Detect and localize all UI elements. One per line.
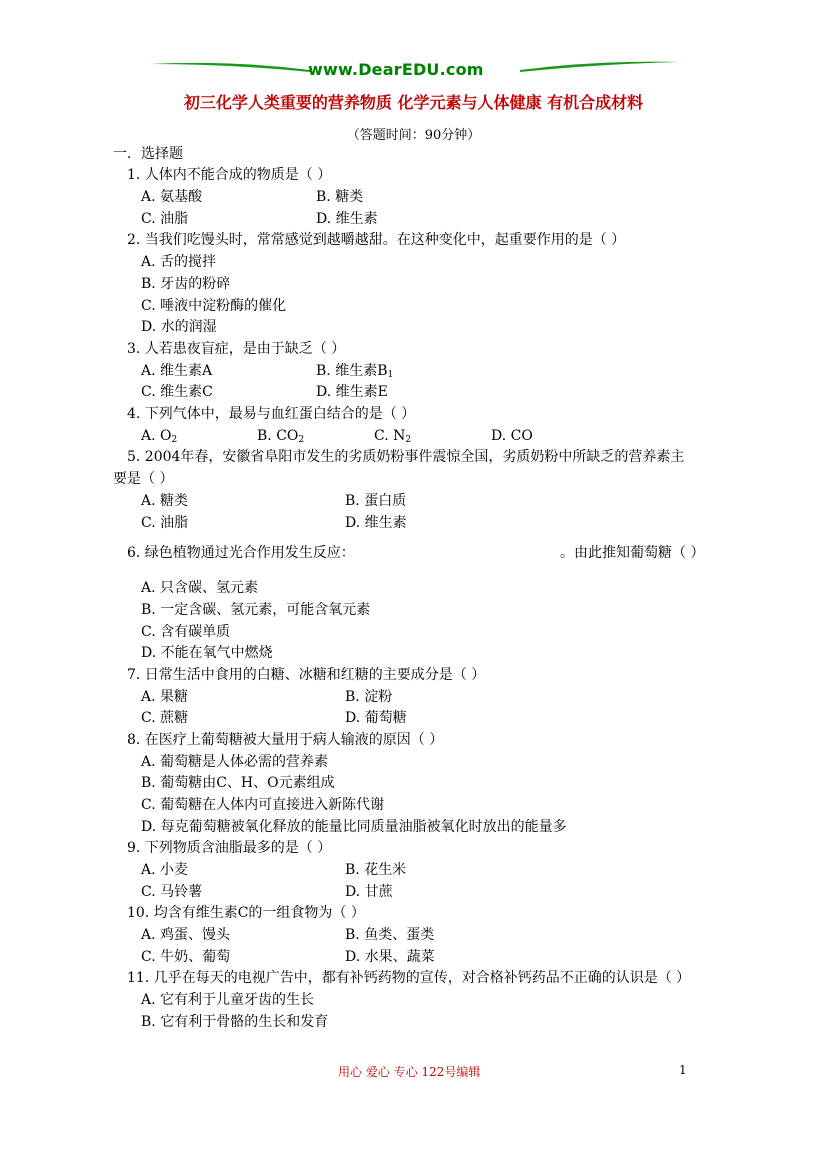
option-6b: B. 一定含碳、氢元素，可能含氧元素 <box>141 602 371 618</box>
option-8c: C. 葡萄糖在人体内可直接进入新陈代谢 <box>141 797 385 813</box>
option-1d: D. 维生素 <box>316 211 378 227</box>
question-5-line2: 要是（ ） <box>113 471 174 487</box>
option-10b: B. 鱼类、蛋类 <box>345 927 435 943</box>
option-5a: A. 糖类 <box>141 493 189 509</box>
question-3: 3. 人若患夜盲症，是由于缺乏（ ） <box>127 341 346 357</box>
option-1a: A. 氨基酸 <box>141 189 203 205</box>
question-6-right: 。由此推知葡萄糖（ ） <box>560 545 705 561</box>
question-9: 9. 下列物质含油脂最多的是（ ） <box>127 840 332 856</box>
option-11b: B. 它有利于骨骼的生长和发育 <box>141 1014 329 1030</box>
exam-time: （答题时间：90分钟） <box>346 128 481 143</box>
option-6a: A. 只含碳、氢元素 <box>141 580 259 596</box>
site-name[interactable]: www.DearEDU.com <box>308 60 484 79</box>
option-3b: B. 维生素$B_1$ <box>316 363 394 380</box>
question-4: 4. 下列气体中，最易与血红蛋白结合的是（ ） <box>127 406 416 422</box>
option-5b: B. 蛋白质 <box>345 493 407 509</box>
option-5c: C. 油脂 <box>141 515 189 531</box>
option-10a: A. 鸡蛋、馒头 <box>141 927 231 943</box>
option-3a: A. 维生素A <box>141 363 213 379</box>
option-9d: D. 甘蔗 <box>345 884 393 900</box>
option-8d: D. 每克葡萄糖被氧化释放的能量比同质量油脂被氧化时放出的能量多 <box>141 819 567 835</box>
option-7d: D. 葡萄糖 <box>345 710 407 726</box>
option-5d: D. 维生素 <box>345 515 407 531</box>
option-4d: D. CO <box>491 428 533 444</box>
option-11a: A. 它有利于儿童牙齿的生长 <box>141 992 315 1008</box>
question-8: 8. 在医疗上葡萄糖被大量用于病人输液的原因（ ） <box>127 732 444 748</box>
option-3d: D. 维生素E <box>316 384 388 400</box>
question-2: 2. 当我们吃馒头时，常常感觉到越嚼越甜。在这种变化中，起重要作用的是（ ） <box>127 232 626 248</box>
option-4b: B. $CO_2$ <box>257 428 305 445</box>
option-4a: A. $O_2$ <box>141 428 178 445</box>
page-title: 初三化学人类重要的营养物质 化学元素与人体健康 有机合成材料 <box>183 93 644 112</box>
option-9a: A. 小麦 <box>141 862 189 878</box>
option-10d: D. 水果、蔬菜 <box>345 949 435 965</box>
option-7c: C. 蔗糖 <box>141 710 189 726</box>
question-6-left: 6. 绿色植物通过光合作用发生反应： <box>127 545 355 561</box>
section-heading: 一．选择题 <box>113 146 183 162</box>
option-7a: A. 果糖 <box>141 689 189 705</box>
option-1b: B. 糖类 <box>316 189 364 205</box>
option-9b: B. 花生米 <box>345 862 407 878</box>
question-7: 7. 日常生活中食用的白糖、冰糖和红糖的主要成分是（ ） <box>127 667 486 683</box>
question-10: 10. 均含有维生素C的一组食物为（ ） <box>127 905 365 921</box>
footer-text: 用心 爱心 专心 122号编辑 <box>338 1065 481 1079</box>
question-11: 11. 几乎在每天的电视广告中，都有补钙药物的宣传，对合格补钙药品不正确的认识是（ ） <box>127 970 691 986</box>
option-1c: C. 油脂 <box>141 211 189 227</box>
option-2b: B. 牙齿的粉碎 <box>141 276 231 292</box>
option-2d: D. 水的润湿 <box>141 319 217 335</box>
option-10c: C. 牛奶、葡萄 <box>141 949 231 965</box>
option-7b: B. 淀粉 <box>345 689 393 705</box>
option-3c: C. 维生素C <box>141 384 213 400</box>
option-6c: C. 含有碳单质 <box>141 624 231 640</box>
option-8b: B. 葡萄糖由C、H、O元素组成 <box>141 775 335 791</box>
option-9c: C. 马铃薯 <box>141 884 203 900</box>
question-5-line1: 5. 2004年春，安徽省阜阳市发生的劣质奶粉事件震惊全国，劣质奶粉中所缺乏的营养素主 <box>127 449 685 465</box>
option-6d: D. 不能在氧气中燃烧 <box>141 645 273 661</box>
option-8a: A. 葡萄糖是人体必需的营养素 <box>141 754 329 770</box>
page-number: 1 <box>679 1063 687 1077</box>
option-2c: C. 唾液中淀粉酶的催化 <box>141 298 287 314</box>
option-2a: A. 舌的搅拌 <box>141 254 217 270</box>
option-4c: C. $N_2$ <box>374 428 412 445</box>
question-1: 1. 人体内不能合成的物质是（ ） <box>127 167 332 183</box>
